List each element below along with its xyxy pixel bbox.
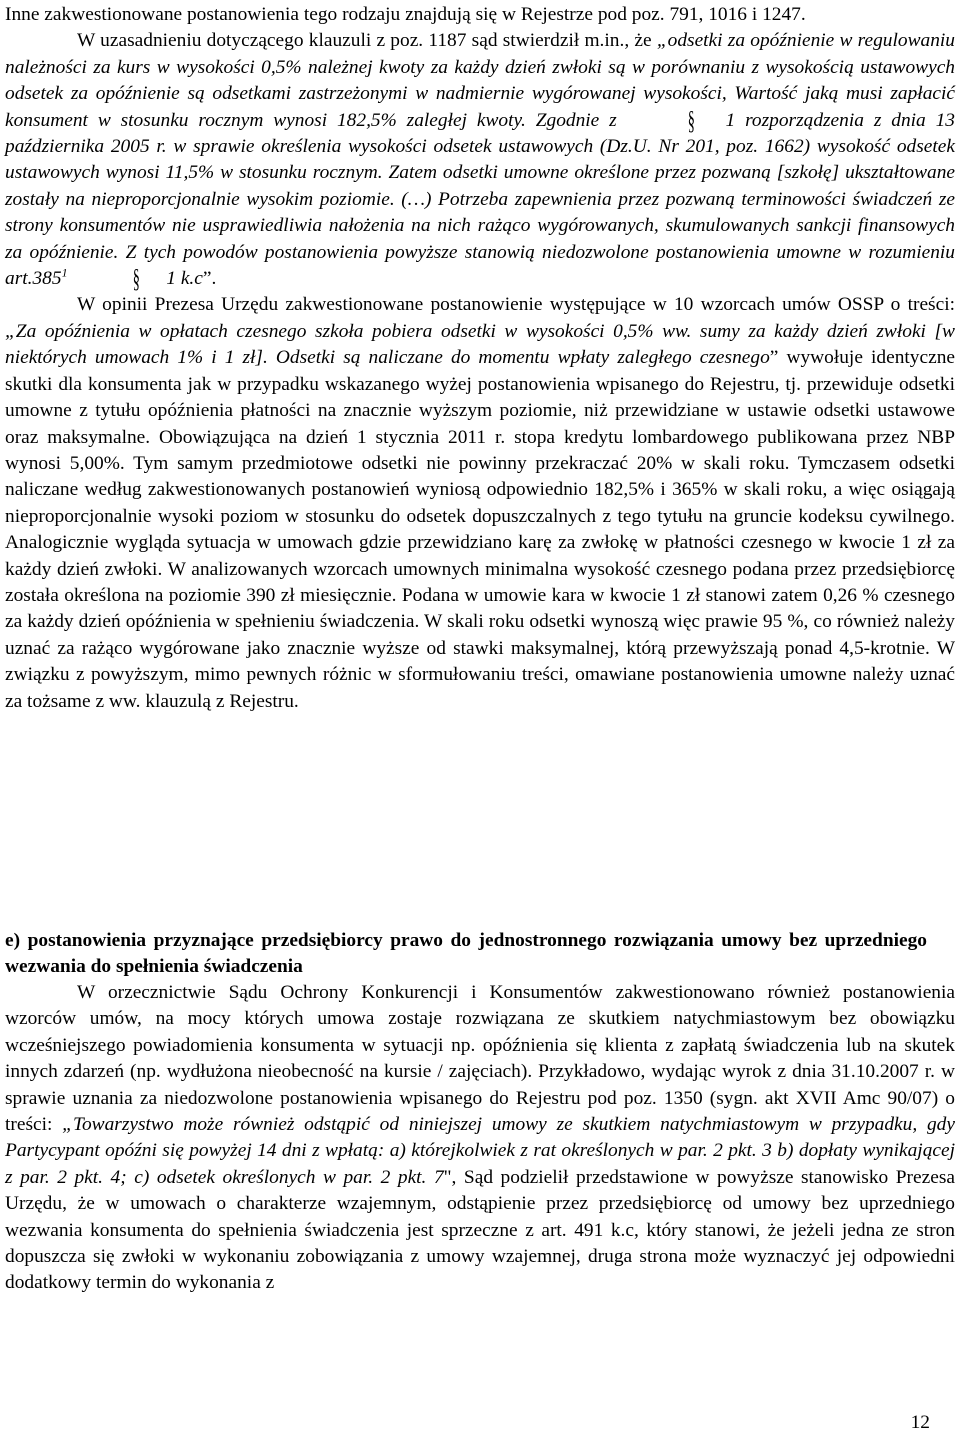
text-block-1 [5, 2, 955, 715]
text-block-2 [5, 980, 955, 1297]
section-heading: e) postanowienia przyznające przedsiębiorcy prawo do jednostronnego rozwiązania umowy bez uprzedniego wezwania do spełnienia świadczenia [5, 930, 927, 978]
paragraph-4: W orzecznictwie Sądu Ochrony Konkurencji i Konsumentów zakwestionowano również postanowienia wzorców umów, na mocy których umowa zostaje rozwiązana ze skutkiem natychmiastowym bez obowiązku wcześniejszego powiadomienia konsumenta w sytuacji np. opóźnienia się klienta z zapłatą świadczenia lub na skutek innych zdarzeń (np. wydłużona nieobecność na kursie / zajęciach). Przykładowo, wydając wyrok z dnia 31.10.2007 r. w sprawie uznania za niedozwolone postanowienia wpisanego do Rejestru pod poz. 1350 (sygn. akt XVII Amc 90/07) o treści: „Towarzystwo może również odstąpić od niniejszej umowy ze skutkiem natychmiastowym w przypadku, gdy Partycypant opóźni się powyżej 14 dni z wpłatą: a) którejkolwiek z rat określonych w par. 2 pkt. 3 b) dopłaty wynikającej z par. 2 pkt. 4; c) odsetek określonych w par. 2 pkt. 7", Sąd podzielił przedstawione w powyższe stanowisko Prezesa Urzędu, że w umowach o charakterze wzajemnym, odstąpienie przez przedsiębiorcę od umowy bez uprzedniego wezwania konsumenta do spełnienia świadczenia jest sprzeczne z art. 491 k.c, który stanowi, że jeżeli jedna ze stron dopuszcza się zwłoki w wykonaniu zobowiązania z umowy wzajemnej, druga strona może wyznaczyć jej odpowiedni dodatkowy termin do wykonania z [5, 982, 955, 1294]
paragraph-2: W uzasadnieniu dotyczącego klauzuli z poz. 1187 sąd stwierdził m.in., że „odsetki za opóźnienie w regulowaniu należności za kurs w wysokości 0,5% należnej kwoty za każdy dzień zwłoki są w porównaniu z wysokością ustawowych odsetek za opóźnienie są odsetkami zastrzeżonymi w nadmiernie wygórowanej wysokości, Wartość jaką musi zapłacić konsument w stosunku rocznym wynosi 182,5% zaległej kwoty. Zgodnie z § 1 rozporządzenia z dnia 13 października 2005 r. w sprawie określenia wysokości odsetek ustawowych (Dz.U. Nr 201, poz. 1662) wysokość odsetek ustawowych wynosi 11,5% w stosunku rocznym. Zatem odsetki umowne określone przez pozwaną [szkołę] ukształtowane zostały na nieproporcjonalnie wysokim poziomie. (…) Potrzeba zapewnienia przez pozwaną terminowości świadczeń ze strony konsumentów nie usprawiedliwia nałożenia na nich rażąco wygórowanych, skumulowanych sankcji finansowych za opóźnienie. Z tych powodów postanowienia powyższe stanowią niedozwolone postanowienia umowne w rozumieniu art.385$^1$ § 1 k.c”. [5, 30, 955, 294]
paragraph-3: W opinii Prezesa Urzędu zakwestionowane postanowienie występujące w 10 wzorcach umów OSSP o treści: „Za opóźnienia w opłatach czesnego szkoła pobiera odsetki w wysokości 0,5% ww. sumy za każdy dzień zwłoki [w niektórych umowach 1% i 1 zł]. Odsetki są naliczane do momentu wpłaty zaległego czesnego” wywołuje identyczne skutki dla konsumenta jak w przypadku wskazanego wyżej postanowienia wpisanego do Rejestru, tj. przewiduje odsetki umowne z tytułu opóźnienia płatności na znacznie wyższym poziomie, niż przewidziane w ustawie odsetki ustawowe oraz maksymalne. Obowiązująca na dzień 1 stycznia 2011 r. stopa kredytu lombardowego publikowana przez NBP wynosi 5,00%. Tym samym przedmiotowe odsetki nie powinny przekraczać 20% w skali roku. Tymczasem odsetki naliczane według zakwestionowanych postanowień wyniosą odpowiednio 182,5% i 365% w skali roku, a więc osiągają nieproporcjonalnie wysoki poziom w stosunku do odsetek dopuszczalnych z tego tytułu na gruncie kodeksu cywilnego. Analogicznie wygląda sytuacja w umowach gdzie przewidziano karę za zwłokę w płatności czesnego w kwocie 1 zł za każdy dzień zwłoki. W analizowanych wzorcach umownych minimalna wysokość czesnego podana przez przedsiębiorcę została określona na poziomie 390 zł miesięcznie. Podana w umowie kara w kwocie 1 zł stanowi zatem 0,26 % czesnego za każdy dzień opóźnienia w spełnieniu świadczenia. W skali roku odsetki wynoszą więc prawie 95 %, co również należy uznać za rażąco wygórowane jako znacznie wyższe od stawki maksymalnej, którą przewyższają ponad 4,5-krotnie. W związku z powyższym, mimo pewnych różnic w sformułowaniu treści, omawiane postanowienia umowne należy uznać za tożsame z ww. klauzulą z Rejestru. [5, 294, 955, 712]
paragraph-1: Inne zakwestionowane postanowienia tego rodzaju znajdują się w Rejestrze pod poz. 791, 1016 i 1247. [5, 4, 806, 25]
page-number: 12 [910, 1412, 930, 1433]
